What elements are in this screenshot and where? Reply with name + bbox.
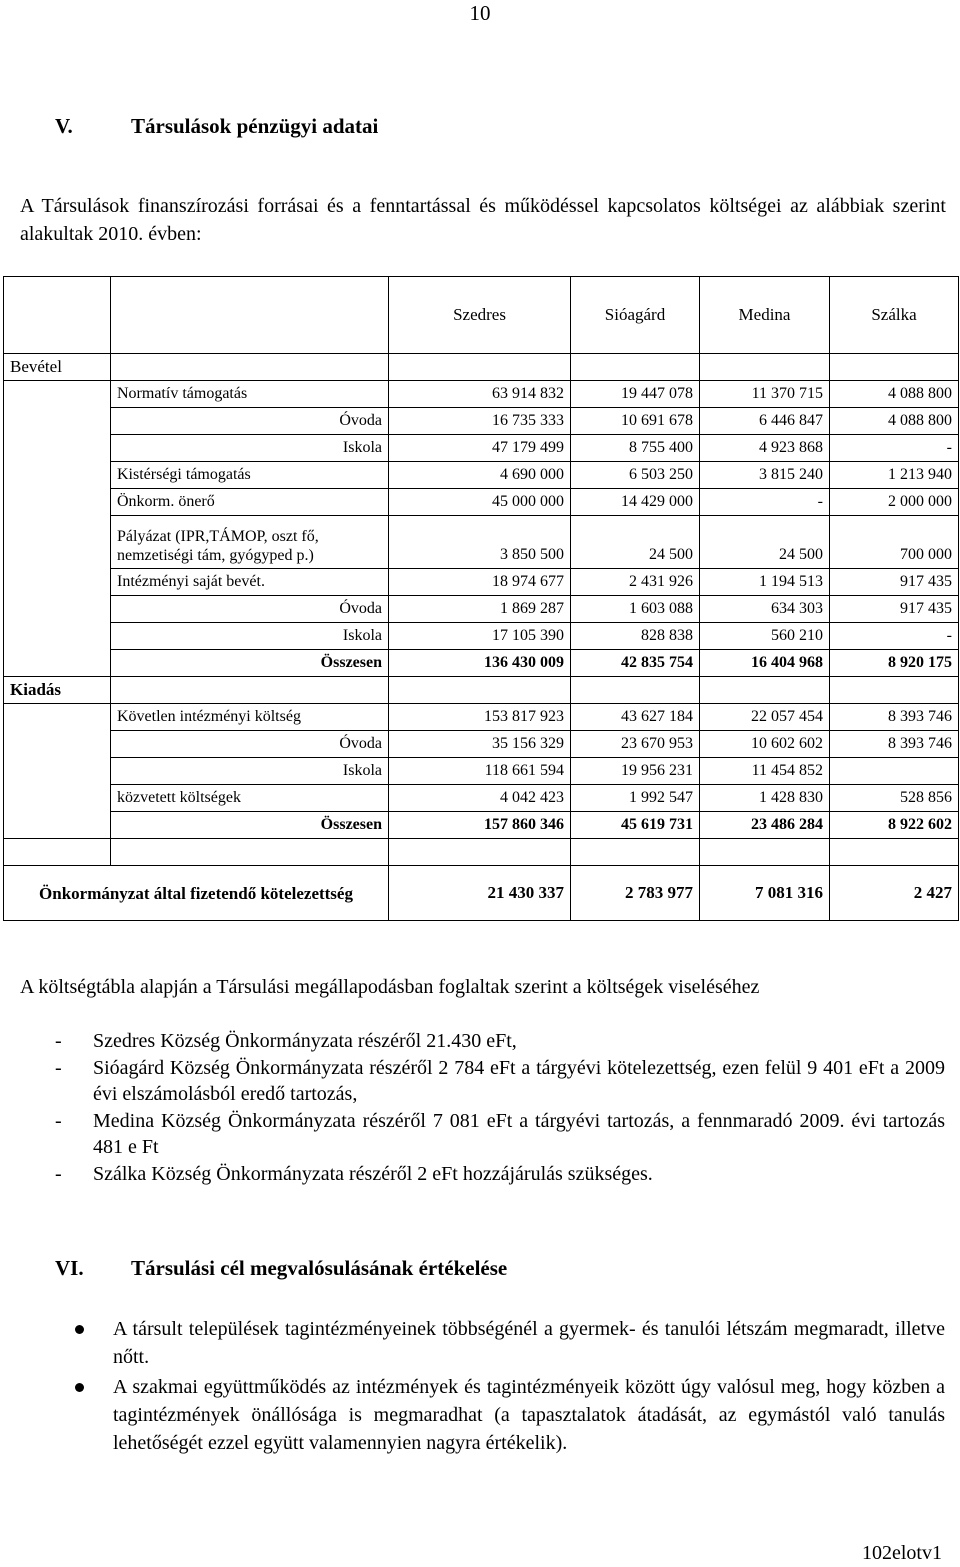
row-label: Iskola bbox=[111, 623, 389, 650]
empty-cell bbox=[830, 839, 959, 866]
list-item-text: Szálka Község Önkormányzata részéről 2 eFt hozzájárulás szükséges. bbox=[93, 1162, 653, 1185]
value-cell: 8 393 746 bbox=[830, 731, 959, 758]
group-side-cell bbox=[4, 381, 111, 677]
empty-cell bbox=[111, 354, 389, 381]
row-label: Összesen bbox=[111, 812, 389, 839]
empty-cell bbox=[571, 677, 700, 704]
header-empty-cell bbox=[4, 277, 111, 354]
group-side-cell bbox=[4, 704, 111, 839]
kiadas-group-row bbox=[4, 677, 959, 704]
value-cell: 6 503 250 bbox=[571, 462, 700, 489]
value-cell: 17 105 390 bbox=[389, 623, 571, 650]
value-cell: 16 735 333 bbox=[389, 408, 571, 435]
obligation-value: 21 430 337 bbox=[389, 866, 571, 921]
value-cell: 23 670 953 bbox=[571, 731, 700, 758]
bullet-icon bbox=[75, 1383, 84, 1392]
row-label: Óvoda bbox=[111, 596, 389, 623]
column-header: Szedres bbox=[389, 277, 571, 354]
value-cell: 6 446 847 bbox=[700, 408, 830, 435]
section-number: V. bbox=[55, 114, 73, 138]
value-cell: 828 838 bbox=[571, 623, 700, 650]
list-item bbox=[55, 1161, 945, 1188]
bevetel-group-row bbox=[4, 354, 959, 381]
row-label: Pályázat (IPR,TÁMOP, oszt fő, nemzetiségi tám, gyógyped p.) bbox=[111, 516, 389, 569]
table-row bbox=[4, 381, 959, 408]
value-cell: 47 179 499 bbox=[389, 435, 571, 462]
section-number: VI. bbox=[55, 1256, 84, 1280]
dash-marker: - bbox=[55, 1162, 62, 1185]
row-label: Óvoda bbox=[111, 731, 389, 758]
footer-code: 102elotv1 bbox=[862, 1542, 942, 1564]
value-cell: 63 914 832 bbox=[389, 381, 571, 408]
column-header: Szálka bbox=[830, 277, 959, 354]
table-row bbox=[4, 489, 959, 516]
value-cell: 118 661 594 bbox=[389, 758, 571, 785]
table-row bbox=[4, 462, 959, 489]
obligation-row bbox=[4, 866, 959, 921]
value-cell: 2 431 926 bbox=[571, 569, 700, 596]
value-cell: 16 404 968 bbox=[700, 650, 830, 677]
value-cell: 10 691 678 bbox=[571, 408, 700, 435]
dash-marker: - bbox=[55, 1030, 62, 1052]
value-cell: 2 000 000 bbox=[830, 489, 959, 516]
section-heading-vi bbox=[55, 1256, 507, 1281]
list-item-text: A szakmai együttműködés az intézmények és tagintézményeik között úgy valósul meg, hogy közben a tagintézmények önállósága is megmaradhat (a tapasztalatok átadását, az egymástól való tanulás lehetőségét ezzel együtt valamennyien nagyra értékelik). bbox=[113, 1376, 945, 1454]
empty-cell bbox=[700, 677, 830, 704]
table-row bbox=[4, 704, 959, 731]
list-item-text: Medina Község Önkormányzata részéről 7 081 eFt a tárgyévi tartozás, a fennmaradó 2009. évi tartozás 481 e Ft bbox=[93, 1109, 945, 1158]
row-label: Iskola bbox=[111, 758, 389, 785]
value-cell: 1 194 513 bbox=[700, 569, 830, 596]
value-cell: 1 428 830 bbox=[700, 785, 830, 812]
section-title: Társulások pénzügyi adatai bbox=[131, 114, 379, 138]
row-label: Intézményi saját bevét. bbox=[111, 569, 389, 596]
value-cell: - bbox=[830, 435, 959, 462]
value-cell: 157 860 346 bbox=[389, 812, 571, 839]
table-header-row bbox=[4, 277, 959, 354]
value-cell: 10 602 602 bbox=[700, 731, 830, 758]
value-cell bbox=[830, 758, 959, 785]
value-cell: 560 210 bbox=[700, 623, 830, 650]
value-cell: 4 690 000 bbox=[389, 462, 571, 489]
table-row bbox=[4, 785, 959, 812]
table-row bbox=[4, 623, 959, 650]
page-number: 10 bbox=[469, 1, 491, 25]
group-label-bevetel: Bevétel bbox=[4, 354, 111, 381]
empty-cell bbox=[4, 839, 111, 866]
row-label: Kistérségi támogatás bbox=[111, 462, 389, 489]
value-cell: 4 923 868 bbox=[700, 435, 830, 462]
table-row bbox=[4, 516, 959, 569]
value-cell: 43 627 184 bbox=[571, 704, 700, 731]
contribution-list bbox=[55, 1028, 945, 1187]
table-row bbox=[4, 812, 959, 839]
value-cell: 45 619 731 bbox=[571, 812, 700, 839]
value-cell: 42 835 754 bbox=[571, 650, 700, 677]
value-cell: 35 156 329 bbox=[389, 731, 571, 758]
value-cell: 4 042 423 bbox=[389, 785, 571, 812]
value-cell: 18 974 677 bbox=[389, 569, 571, 596]
table-row bbox=[4, 758, 959, 785]
value-cell: 19 956 231 bbox=[571, 758, 700, 785]
value-cell: 1 603 088 bbox=[571, 596, 700, 623]
list-item bbox=[55, 1028, 945, 1055]
row-label: Önkorm. önerő bbox=[111, 489, 389, 516]
value-cell: 153 817 923 bbox=[389, 704, 571, 731]
list-item-text: A társult települések tagintézményeinek többségénél a gyermek- és tanulói létszám megmaradt, illetve nőtt. bbox=[113, 1318, 945, 1368]
value-cell: 917 435 bbox=[830, 569, 959, 596]
table-row bbox=[4, 731, 959, 758]
row-label: Normatív támogatás bbox=[111, 381, 389, 408]
header-empty-cell bbox=[111, 277, 389, 354]
dash-marker: - bbox=[55, 1109, 62, 1132]
financial-table bbox=[3, 276, 959, 921]
list-item bbox=[55, 1108, 945, 1161]
list-item-text: Szedres Község Önkormányzata részéről 21.430 eFt, bbox=[93, 1030, 517, 1052]
empty-cell bbox=[389, 677, 571, 704]
value-cell: 11 370 715 bbox=[700, 381, 830, 408]
value-cell: 8 393 746 bbox=[830, 704, 959, 731]
empty-cell bbox=[700, 839, 830, 866]
obligation-label: Önkormányzat által fizetendő kötelezettség bbox=[4, 866, 389, 921]
row-label: Iskola bbox=[111, 435, 389, 462]
value-cell: 136 430 009 bbox=[389, 650, 571, 677]
value-cell: 1 992 547 bbox=[571, 785, 700, 812]
obligation-value: 2 783 977 bbox=[571, 866, 700, 921]
row-label: Követlen intézményi költség bbox=[111, 704, 389, 731]
table-row bbox=[4, 435, 959, 462]
obligation-value: 7 081 316 bbox=[700, 866, 830, 921]
value-cell: 1 869 287 bbox=[389, 596, 571, 623]
empty-cell bbox=[111, 677, 389, 704]
obligation-value: 2 427 bbox=[830, 866, 959, 921]
evaluation-list bbox=[75, 1315, 945, 1459]
value-cell: 700 000 bbox=[830, 516, 959, 569]
value-cell: 24 500 bbox=[700, 516, 830, 569]
value-cell: 8 920 175 bbox=[830, 650, 959, 677]
dash-marker: - bbox=[55, 1056, 62, 1079]
list-item bbox=[55, 1055, 945, 1108]
empty-cell bbox=[389, 354, 571, 381]
empty-cell bbox=[571, 839, 700, 866]
list-item bbox=[75, 1373, 945, 1457]
value-cell: 23 486 284 bbox=[700, 812, 830, 839]
value-cell: 3 850 500 bbox=[389, 516, 571, 569]
value-cell: 19 447 078 bbox=[571, 381, 700, 408]
value-cell: 14 429 000 bbox=[571, 489, 700, 516]
row-label: Összesen bbox=[111, 650, 389, 677]
empty-cell bbox=[830, 354, 959, 381]
table-row bbox=[4, 569, 959, 596]
bullet-icon bbox=[75, 1325, 84, 1334]
group-label-kiadas: Kiadás bbox=[4, 677, 111, 704]
value-cell: 11 454 852 bbox=[700, 758, 830, 785]
value-cell: 4 088 800 bbox=[830, 381, 959, 408]
value-cell: 8 922 602 bbox=[830, 812, 959, 839]
value-cell: 917 435 bbox=[830, 596, 959, 623]
list-item bbox=[75, 1315, 945, 1371]
value-cell: 4 088 800 bbox=[830, 408, 959, 435]
row-label: közvetett költségek bbox=[111, 785, 389, 812]
section-title: Társulási cél megvalósulásának értékelése bbox=[131, 1256, 508, 1280]
value-cell: 8 755 400 bbox=[571, 435, 700, 462]
value-cell: 634 303 bbox=[700, 596, 830, 623]
value-cell: 3 815 240 bbox=[700, 462, 830, 489]
summary-paragraph: A költségtábla alapján a Társulási megállapodásban foglaltak szerint a költségek viseléséhez bbox=[20, 976, 760, 998]
empty-cell bbox=[389, 839, 571, 866]
separator-row bbox=[4, 839, 959, 866]
value-cell: 24 500 bbox=[571, 516, 700, 569]
table-row bbox=[4, 408, 959, 435]
empty-cell bbox=[830, 677, 959, 704]
list-item-text: Sióagárd Község Önkormányzata részéről 2 784 eFt a tárgyévi kötelezettség, ezen felül 9 401 eFt a 2009 évi elszámolásból eredő tartozás, bbox=[93, 1056, 945, 1105]
intro-paragraph: A Társulások finanszírozási forrásai és a fenntartással és működéssel kapcsolatos költségei az alábbiak szerint alakultak 2010. évben: bbox=[20, 195, 946, 245]
value-cell: 45 000 000 bbox=[389, 489, 571, 516]
section-heading-v bbox=[55, 114, 378, 139]
value-cell: 1 213 940 bbox=[830, 462, 959, 489]
empty-cell bbox=[111, 839, 389, 866]
column-header: Sióagárd bbox=[571, 277, 700, 354]
value-cell: - bbox=[700, 489, 830, 516]
table-row bbox=[4, 596, 959, 623]
empty-cell bbox=[571, 354, 700, 381]
column-header: Medina bbox=[700, 277, 830, 354]
empty-cell bbox=[700, 354, 830, 381]
value-cell: - bbox=[830, 623, 959, 650]
row-label: Óvoda bbox=[111, 408, 389, 435]
table-row bbox=[4, 650, 959, 677]
value-cell: 22 057 454 bbox=[700, 704, 830, 731]
value-cell: 528 856 bbox=[830, 785, 959, 812]
